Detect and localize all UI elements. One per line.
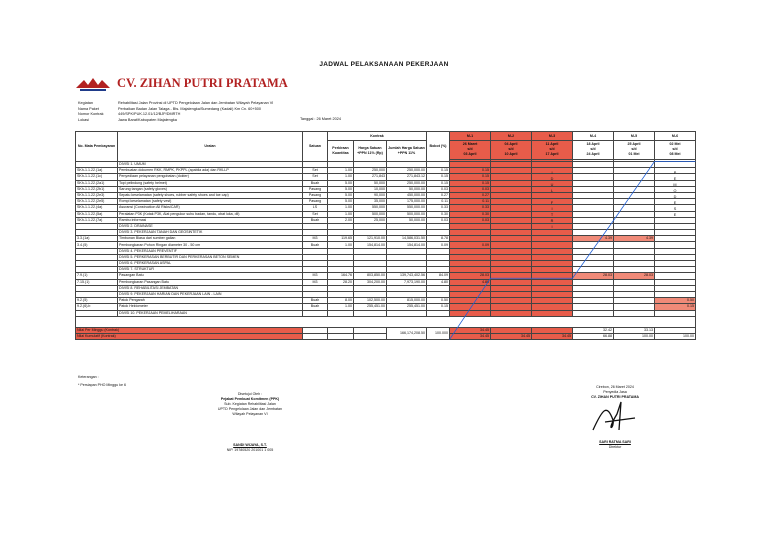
total-bobot: 100.000	[427, 327, 450, 339]
table-row: DIVISI 4. PEKERJAAN PREVENTIF	[76, 248, 696, 254]
info-row: Kegiatan Rehabilitasi Jalan Provinsi di UPTD Pengelolaan Jalan dan Jembatan Wilayah Pelayanan VI	[78, 101, 274, 105]
table-row: DIVISI 2. DRAINASE	[76, 223, 696, 229]
info-row: Nama Paket Perbaikan Badan Jalan Talaga - Bts. Majalengka/Sumedang (Kadali) Km Cn. 60+500	[78, 106, 261, 111]
note-label: Keterangan :	[78, 375, 99, 379]
note-text: * Persiapan PHO Minggu ke 6	[78, 383, 126, 387]
week-start: 26 Maret s/d 03 April	[450, 141, 491, 160]
table-row: SKh-1.1.22.(2e5) Rompi keselamatan (safety vest) Pasang 5.00 35,000 175,000.00 0.11 0.11	[76, 199, 696, 205]
week-cell: 28.03	[573, 273, 614, 279]
table-row: SKh-1.1.22.(1a) Pembuatan dokumen RKK, RMPK, PKPPL (apabila ada) dan RKLLP Set 1.00 250,000 250,000.00 0.15 0.15	[76, 168, 696, 174]
table-row: DIVISI 10. PEKERJAAN PEMELIHARAAN	[76, 310, 696, 316]
week-header: M-1	[450, 132, 491, 141]
provider-role: Direktur	[608, 445, 622, 449]
table-row: SKh-1.1.22.(2b1) Sarung tangan (safety gloves) Pasang 5.00 10,000 50,000.00 0.03 0.03	[76, 186, 696, 192]
week-header: M-2	[491, 132, 532, 141]
week-cell: 0.15	[450, 168, 491, 174]
week-start: 25 April s/d 01 Mei	[614, 141, 655, 160]
col-harga-satuan: Harga Satuan +PPN 11% (Rp)	[354, 141, 387, 162]
table-row: SKh-1.1.22.(7a) Rambu informasi Buah 2.00 25,000 50,000.00 0.03 0.03	[76, 217, 696, 223]
week-header: M-4	[573, 132, 614, 141]
table-row: DIVISI 7. STRUKTUR	[76, 267, 696, 273]
week-cell: 4.80	[450, 279, 491, 285]
idul-fitri-label: I D U L F I T R I	[550, 170, 554, 229]
table-row: SKh-1.1.22.(1c) Penyediaan pelayanan pengobatan (dokter) Set 1.00 271,843 271,843.12 0.15 0.15	[76, 174, 696, 180]
week-cell: 0.15	[450, 180, 491, 186]
week-cell: 0.15	[450, 174, 491, 180]
week-start: 11 April s/d 17 April	[532, 141, 573, 160]
week-start: 04 April s/d 10 April	[491, 141, 532, 160]
approver-nip: NIP. 19780520 201001 1 005	[226, 448, 274, 452]
col-perkiraan: Perkiraan Kuantitas	[328, 141, 354, 162]
week-cell: 28.03	[614, 273, 655, 279]
table-row: 3.3.(1a) Timbunan Biasa dari sumber galian M3 119.65 121,910.00 14,586,031.50 8.78 4.39 4.39	[76, 236, 696, 242]
info-row: Lokasi Jawa Barat/Kabupaten Majalengka	[78, 117, 177, 122]
week-cell: 0.15	[655, 304, 696, 310]
table-row: DIVISI 3. PEKERJAAN TANAH DAN GEOSINTETIK	[76, 230, 696, 236]
week-cell: 4.39	[614, 236, 655, 242]
col-satuan: Satuan	[303, 132, 328, 162]
company-name: CV. ZIHAN PUTRI PRATAMA	[117, 76, 288, 90]
col-jumlah-harga: Jumlah Harga Satuan +PPN 11%	[387, 141, 427, 162]
week-header: M-3	[532, 132, 573, 141]
week-cell: 0.03	[450, 217, 491, 223]
table-row: DIVISI 8. REHABILITASI JEMBATAN	[76, 285, 696, 291]
table-row: SKh-1.1.22.(2a1) Topi pelindung (safety helmet) Buah 5.00 50,000 250,000.00 0.15 0.15	[76, 180, 696, 186]
week-cell: 0.11	[450, 199, 491, 205]
cumulative-curve-line	[450, 162, 696, 340]
approver-name: SANDI WIJAYA, S.T.	[233, 443, 267, 447]
table-row: DIVISI 6. PERKERASAN ASPAL	[76, 261, 696, 267]
table-row: SKh-1.1.22.(4a) Asuransi (Construction All Risks/CAR) LS 1.00 550,000 550,000.00 0.33 0.33	[76, 205, 696, 211]
week-cell: 0.50	[655, 298, 696, 304]
table-row: SKh-1.1.22.(2e3) Sepatu keselamatan (safety shoes, rubber safety shoes and toe cap) Pasang 5.00 90,000 450,000.00 0.27 0.27	[76, 192, 696, 198]
week-cell: 0.09	[450, 242, 491, 248]
info-row: Nomor Kontrak 449/SPK/PUK.12.01/12/BJP/DMRTH	[78, 112, 181, 117]
provider-signature-block: Cirebon, 26 Maret 2024 Penyedia Jasa CV. ZIHAN PUTRI PRATAMA SARI RATMA SARI Direktur	[555, 385, 675, 450]
week-header: M-6	[655, 132, 696, 141]
table-row: DIVISI 5. PERKERASAN BERBUTIR DAN PERKERASAN BETON SEMEN	[76, 254, 696, 260]
total-row-kumulatif: Nilai Kumulatif (Kontrak) 34.45 34.45 34.45 66.88 100.00 100.00	[77, 333, 694, 338]
table-row: 7.9.(1) Pasangan Batu M3 164.76 803,850.00 139,743,402.56 84.09 28.03 28.03 28.03	[76, 273, 696, 279]
week-cell: 0.03	[450, 186, 491, 192]
page-title: JADWAL PELAKSANAAN PEKERJAAN	[319, 61, 449, 68]
table-row: 7.15.(1) Pembongkaran Pasangan Batu M3 28.20 304,200.00 7,973,190.00 4.80 4.80	[76, 279, 696, 285]
week-start: 18 April s/d 24 April	[573, 141, 614, 160]
week-cell: 4.39	[573, 236, 614, 242]
table-row: 3.4.(5) Pembongkaran Pohon Ringan diameter 30 - 50 cm Buah 1.00 154,814.00 154,814.00 0.09 0.09	[76, 242, 696, 248]
week-start: 02 Mei s/d 08 Mei	[655, 141, 696, 160]
approver-signature-block: Disetujui Oleh : Pejabat Pembuat Komitmen (PPK) Sub. Kegiatan Rehabilitasi Jalan UPTD Pengelolaan Jalan dan Jembatan Wilayah Pelayanan VI SANDI WIJAYA, S.T. NIP. 19780520 201001 1 005	[160, 392, 340, 453]
table-row: DIVISI 1. UMUM	[76, 162, 696, 168]
week-header: M-5	[614, 132, 655, 141]
week-cell: 0.33	[450, 205, 491, 211]
col-bobot: Bobot (%)	[427, 132, 450, 162]
table-row: DIVISI 9. PEKERJAAN HARIAN DAN PEKERJAAN LAIN - LAIN	[76, 291, 696, 297]
total-row-rencana: Nilai Per Minggu (Kontrak) 166,174,208.50 100.000 34.45 32.42 33.13	[76, 327, 696, 333]
provider-name: SARI RATMA SARI	[599, 440, 631, 444]
schedule-date: Tanggal : 26 Maret 2024	[300, 117, 341, 121]
col-no-mata: No. Mata Pembayaran	[76, 132, 118, 162]
week-cell: 28.03	[450, 273, 491, 279]
table-row: SKh-1.1.22.(5a) Peralatan P3K (Kotak P3K, Alat pengukur suhu badan, tandu, obat luka, dll) Set 1.00 500,000 500,000.00 0.30 0.30	[76, 211, 696, 217]
week-cell: 0.30	[450, 211, 491, 217]
table-row: 9.2.(5) Patok Pengarah Buah 8.00 102,500.00 815,000.00 0.50 0.50	[77, 298, 694, 303]
col-uraian: Uraian	[118, 132, 303, 162]
pemodese-label: P E M O D E S E	[673, 170, 677, 217]
total-jumlah: 166,174,208.50	[387, 327, 427, 339]
table-row: 9.2.(6).b Patok Hektometer Buah 1.00 255,451.00 255,451.00 0.15 0.15	[77, 304, 694, 309]
week-cell: 0.27	[450, 192, 491, 198]
col-kontrak: Kontrak	[328, 132, 427, 141]
